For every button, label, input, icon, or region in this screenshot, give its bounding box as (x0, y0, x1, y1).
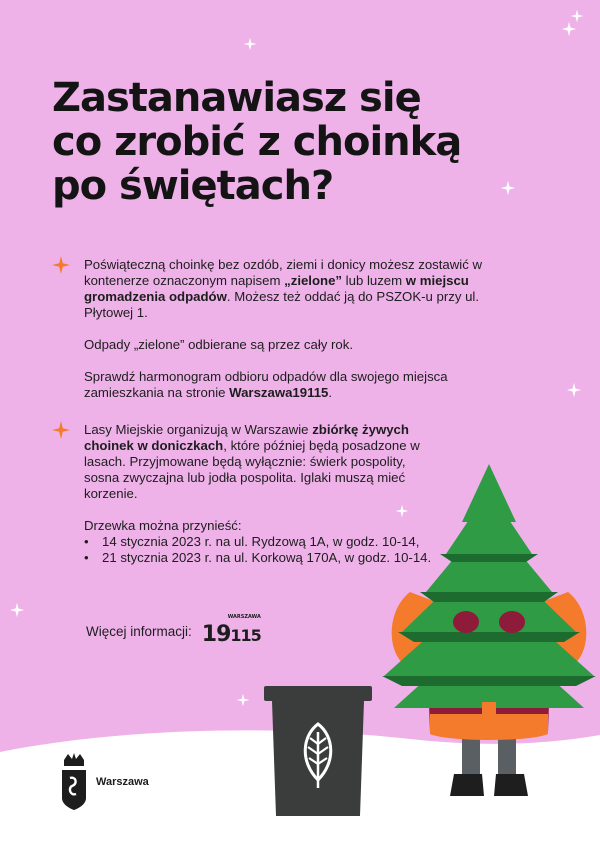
text: Sprawdź harmonogram odbioru odpadów dla swojego miejsca zamieszkania na stronie (84, 369, 448, 400)
list-item: • 21 stycznia 2023 r. na ul. Korkową 170A, w godz. 10-14. (84, 550, 444, 566)
text: . (328, 385, 333, 400)
list-item: • 14 stycznia 2023 r. na ul. Rydzową 1A, w godz. 10-14, (84, 534, 444, 550)
text: , które później będą posadzone w lasach. Przyjmowane będą wyłącznie: świerk pospolity, sosna zwyczajna lub jodła pospolita. Iglaki muszą mieć korzenie. (84, 438, 420, 501)
bold-text: w miejscu gromadzenia odpadów (84, 273, 469, 304)
warszawa19115-logo[interactable] (202, 616, 261, 647)
more-info-label: Więcej informacji: (86, 624, 192, 639)
title-line: co zrobić z choinką (52, 119, 462, 165)
number-label: WARSZAWA (227, 614, 261, 620)
orange-sparkle-icon (52, 421, 70, 439)
person-with-christmas-tree (380, 462, 598, 802)
number-sub: 115 (230, 626, 261, 645)
paragraph (84, 257, 524, 321)
brand (60, 752, 149, 812)
title-line: po świętach? (52, 163, 334, 209)
orange-sparkle-icon (52, 256, 70, 274)
text: lub luzem (342, 273, 406, 288)
text: Lasy Miejskie organizują w Warszawie (84, 422, 313, 437)
title-line: Zastanawiasz się (52, 75, 421, 121)
text: . Możesz też oddać ją do PSZOK-u przy ul. Płytowej 1. (84, 289, 480, 320)
paragraph (84, 369, 524, 401)
text: Poświąteczną choinkę bez ozdób, ziemi i donicy możesz zostawić w kontenerze oznaczonym napisem (84, 257, 483, 288)
number-main: 19 (201, 622, 231, 647)
green-waste-bin (262, 684, 374, 818)
brand-name: Warszawa (96, 776, 149, 788)
more-info (86, 616, 261, 647)
warsaw-crest-icon (60, 752, 88, 812)
bold-text: zbiórkę żywych choinek w doniczkach (84, 422, 409, 453)
page-title (52, 76, 461, 208)
section-green-waste (84, 257, 524, 401)
dates-intro: Drzewka można przynieść: (84, 518, 242, 533)
bold-text: „zielone” (284, 273, 343, 288)
paragraph: Odpady „zielone” odbierane są przez cały rok. (84, 337, 354, 352)
bold-text: Warszawa19115 (229, 385, 329, 400)
